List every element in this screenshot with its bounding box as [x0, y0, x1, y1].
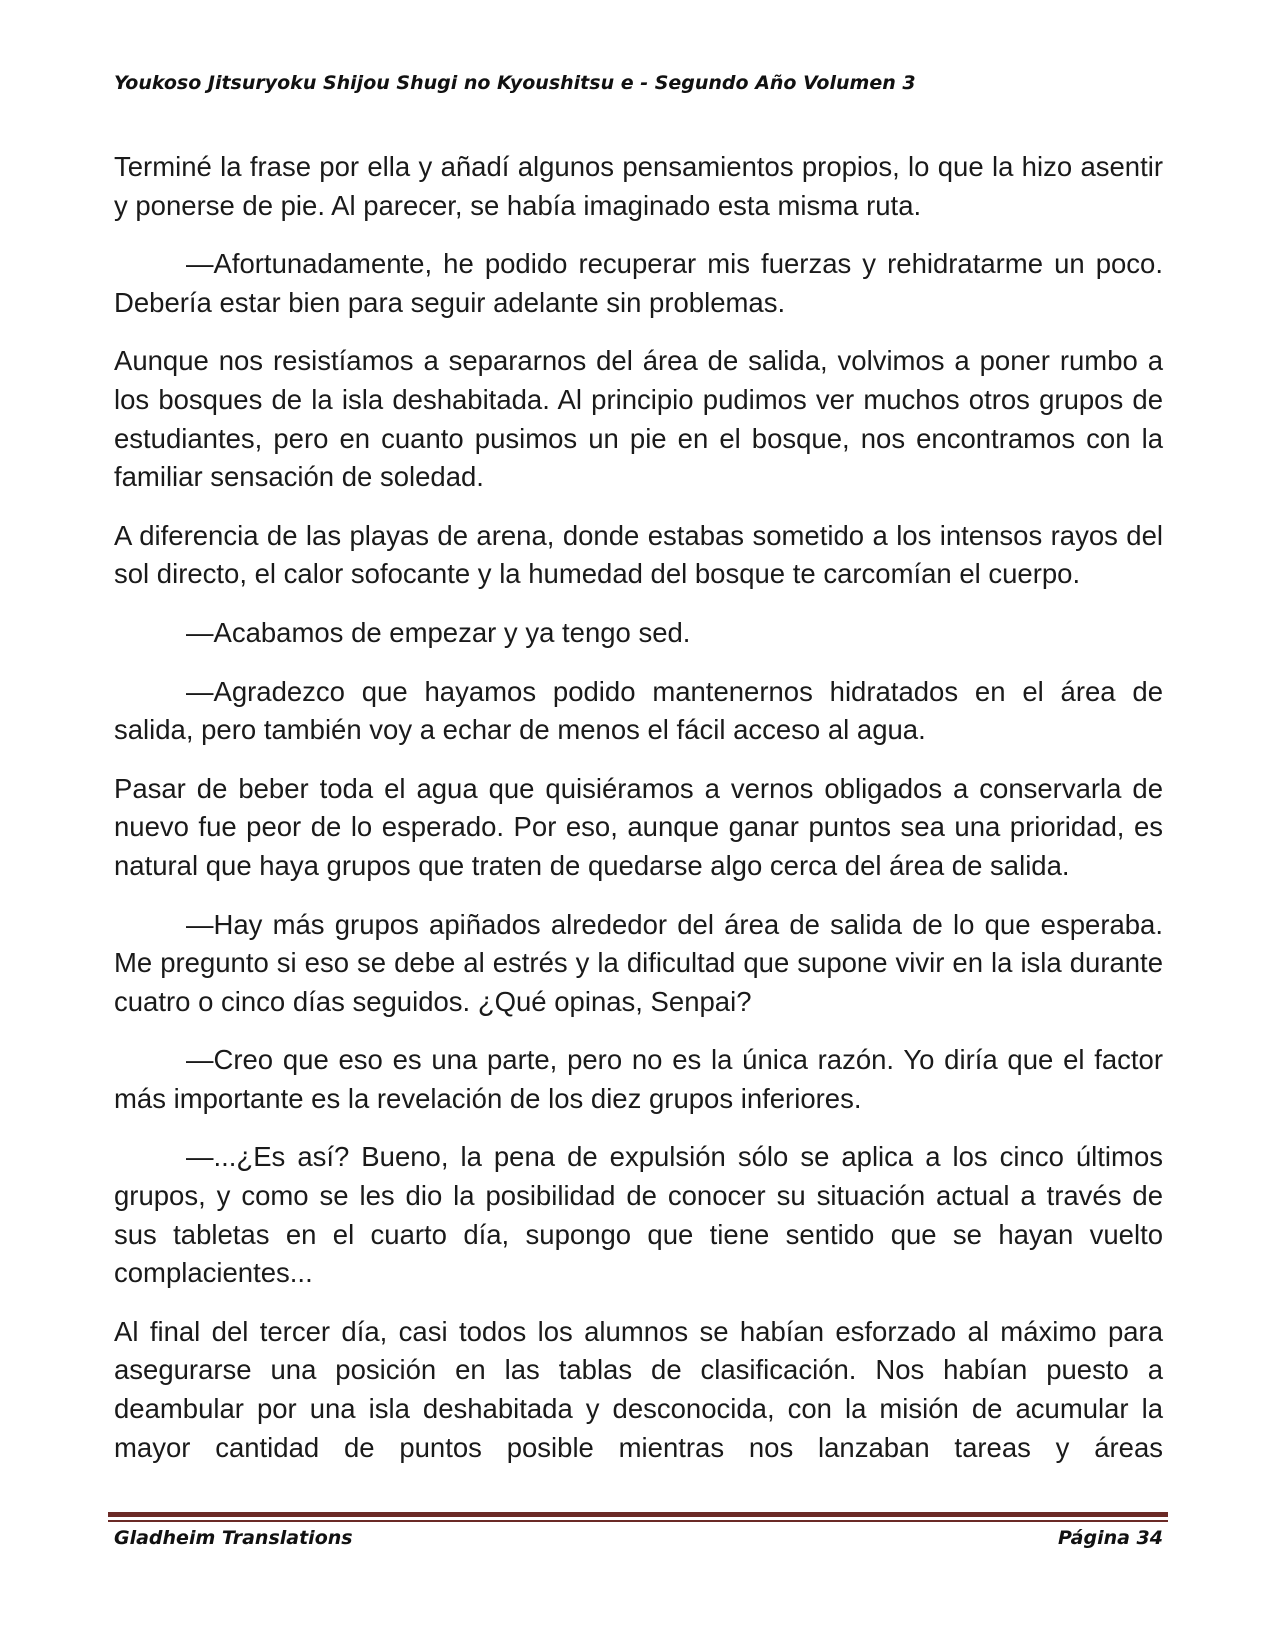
dialog-paragraph: —...¿Es así? Bueno, la pena de expulsión sólo se aplica a los cinco últimos grupos, y como se les dio la posibilidad de conocer su situación actual a través de sus tabletas en el cuarto día, supongo que tiene sentido que se hayan vuelto complacientes...: [114, 1141, 1163, 1289]
paragraph: Aunque nos resistíamos a separarnos del área de salida, volvimos a poner rumbo a los bosques de la isla deshabitada. Al principio pudimos ver muchos otros grupos de estudiantes, pero en cuanto pusimos un pie en el bosque, nos encontramos con la familiar sensación de soledad.: [114, 345, 1163, 493]
page-body: [114, 148, 1163, 1467]
dialog-paragraph: —Acabamos de empezar y ya tengo sed.: [186, 616, 691, 648]
footer-translator-credit: Gladheim Translations: [114, 1527, 353, 1549]
page-header-title: Youkoso Jitsuryoku Shijou Shugi no Kyoushitsu e - Segundo Año Volumen 3: [114, 72, 916, 94]
paragraph: A diferencia de las playas de arena, donde estabas sometido a los intensos rayos del sol directo, el calor sofocante y la humedad del bosque te carcomían el cuerpo.: [114, 519, 1163, 590]
footer-divider: [108, 1512, 1168, 1522]
dialog-paragraph: —Creo que eso es una parte, pero no es la única razón. Yo diría que el factor más importante es la revelación de los diez grupos inferiores.: [114, 1044, 1163, 1114]
dialog-paragraph: —Hay más grupos apiñados alrededor del área de salida de lo que esperaba. Me pregunto si eso se debe al estrés y la dificultad que supone vivir en la isla durante cuatro o cinco días seguidos. ¿Qué opinas, Senpai?: [114, 908, 1163, 1017]
footer-page-number: Página 34: [1057, 1527, 1163, 1549]
dialog-paragraph: —Agradezco que hayamos podido mantenernos hidratados en el área de salida, pero también voy a echar de menos el fácil acceso al agua.: [114, 675, 1163, 746]
paragraph: Pasar de beber toda el agua que quisiéramos a vernos obligados a conservarla de nuevo fue peor de lo esperado. Por eso, aunque ganar puntos sea una prioridad, es natural que haya grupos que traten de quedarse algo cerca del área de salida.: [114, 772, 1163, 881]
paragraph: Terminé la frase por ella y añadí algunos pensamientos propios, lo que la hizo asentir y ponerse de pie. Al parecer, se había imaginado esta misma ruta.: [114, 151, 1163, 221]
dialog-paragraph: —Afortunadamente, he podido recuperar mis fuerzas y rehidratarme un poco. Debería estar bien para seguir adelante sin problemas.: [114, 248, 1163, 318]
paragraph: Al final del tercer día, casi todos los alumnos se habían esforzado al máximo para asegurarse una posición en las tablas de clasificación. Nos habían puesto a deambular por una isla deshabitada y desconocida, con la misión de acumular la mayor cantidad de puntos posible mientras nos lanzaban tareas y áreas: [114, 1315, 1163, 1463]
